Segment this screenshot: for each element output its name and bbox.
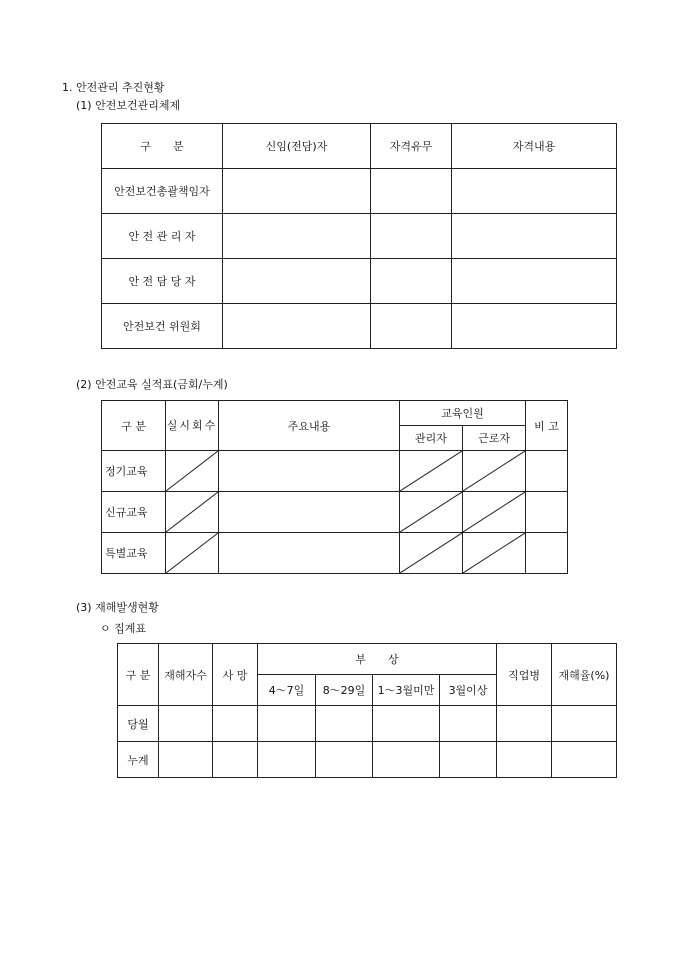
table-cell[interactable]: [373, 706, 440, 742]
table-cell[interactable]: [526, 533, 568, 574]
table-cell[interactable]: [371, 169, 452, 214]
table-cell[interactable]: [452, 259, 617, 304]
diagonal-line: [400, 533, 462, 573]
table-cell[interactable]: [223, 169, 371, 214]
table-cell[interactable]: [552, 706, 617, 742]
header-victims: 재해자수: [159, 644, 213, 706]
accident-summary-table: [117, 643, 617, 778]
diagonal-line: [166, 451, 218, 491]
diagonal-line: [166, 492, 218, 532]
diagonal-line: [400, 492, 462, 532]
header-injury: 부 상: [258, 644, 497, 675]
diagonal-line: [463, 533, 525, 573]
diagonal-cell[interactable]: [463, 533, 526, 574]
table-cell[interactable]: [371, 259, 452, 304]
header-qualification: 자격유무: [371, 124, 452, 169]
header-remarks: 비 고: [526, 401, 568, 451]
table-cell[interactable]: [258, 706, 316, 742]
diagonal-cell[interactable]: [166, 451, 219, 492]
row-label-safety-officer: 안 전 담 당 자: [102, 259, 223, 304]
header-count: 실시회수: [166, 401, 219, 451]
table-cell[interactable]: [373, 742, 440, 778]
header-managers: 관리자: [400, 426, 463, 451]
table-cell[interactable]: [526, 492, 568, 533]
row-label-regular-education: 정기교육: [102, 451, 166, 492]
diagonal-line: [463, 492, 525, 532]
table-cell[interactable]: [452, 169, 617, 214]
diagonal-cell[interactable]: [463, 451, 526, 492]
diagonal-cell[interactable]: [400, 533, 463, 574]
header-trainees: 교육인원: [400, 401, 526, 426]
table-cell[interactable]: [440, 742, 497, 778]
table-cell[interactable]: [440, 706, 497, 742]
diagonal-cell[interactable]: [400, 451, 463, 492]
table-cell[interactable]: [213, 742, 258, 778]
table-cell[interactable]: [316, 742, 373, 778]
row-label-safety-manager: 안 전 관 리 자: [102, 214, 223, 259]
table-cell[interactable]: [452, 304, 617, 349]
row-label-safety-committee: 안전보건 위원회: [102, 304, 223, 349]
safety-education-table: [101, 400, 568, 574]
table-cell[interactable]: [223, 214, 371, 259]
diagonal-line: [400, 451, 462, 491]
table-cell[interactable]: [223, 259, 371, 304]
subsection-1-title: (1) 안전보건관리체제: [76, 99, 181, 112]
header-accident-rate: 재해율(%): [552, 644, 617, 706]
table-cell[interactable]: [159, 706, 213, 742]
header-injury-4-7-days: 4～7일: [258, 675, 316, 706]
section-heading: 1. 안전관리 추진현황: [62, 81, 165, 94]
table-cell[interactable]: [219, 492, 400, 533]
diagonal-cell[interactable]: [166, 533, 219, 574]
subsection-2-title: (2) 안전교육 실적표(금회/누계): [76, 378, 228, 391]
row-label-new-education: 신규교육: [102, 492, 166, 533]
header-death: 사 망: [213, 644, 258, 706]
header-injury-8-29-days: 8～29일: [316, 675, 373, 706]
diagonal-cell[interactable]: [400, 492, 463, 533]
table-cell[interactable]: [219, 451, 400, 492]
table-cell[interactable]: [552, 742, 617, 778]
table-cell[interactable]: [526, 451, 568, 492]
table-cell[interactable]: [371, 214, 452, 259]
diagonal-line: [166, 533, 218, 573]
row-label-this-month: 당월: [118, 706, 159, 742]
header-category: 구 분: [118, 644, 159, 706]
table-cell[interactable]: [452, 214, 617, 259]
table-cell[interactable]: [213, 706, 258, 742]
header-qualification-detail: 자격내용: [452, 124, 617, 169]
table-cell[interactable]: [159, 742, 213, 778]
subsection-3-title: (3) 재해발생현황: [76, 601, 159, 614]
summary-bullet: ㅇ 집계표: [100, 622, 147, 635]
diagonal-cell[interactable]: [463, 492, 526, 533]
table-cell[interactable]: [497, 706, 552, 742]
header-workers: 근로자: [463, 426, 526, 451]
row-label-cumulative: 누계: [118, 742, 159, 778]
header-category: 구 분: [102, 401, 166, 451]
diagonal-line: [463, 451, 525, 491]
header-injury-over-3-months: 3월이상: [440, 675, 497, 706]
table-cell[interactable]: [497, 742, 552, 778]
row-label-general-manager: 안전보건총괄책임자: [102, 169, 223, 214]
row-label-special-education: 특별교육: [102, 533, 166, 574]
header-occupational-disease: 직업병: [497, 644, 552, 706]
header-main-content: 주요내용: [219, 401, 400, 451]
table-cell[interactable]: [223, 304, 371, 349]
table-cell[interactable]: [219, 533, 400, 574]
header-category: 구 분: [102, 124, 223, 169]
safety-management-table: [101, 123, 617, 349]
table-cell[interactable]: [258, 742, 316, 778]
table-cell[interactable]: [316, 706, 373, 742]
header-appointee: 신임(전담)자: [223, 124, 371, 169]
table-cell[interactable]: [371, 304, 452, 349]
header-injury-1-3-months: 1～3월미만: [373, 675, 440, 706]
diagonal-cell[interactable]: [166, 492, 219, 533]
